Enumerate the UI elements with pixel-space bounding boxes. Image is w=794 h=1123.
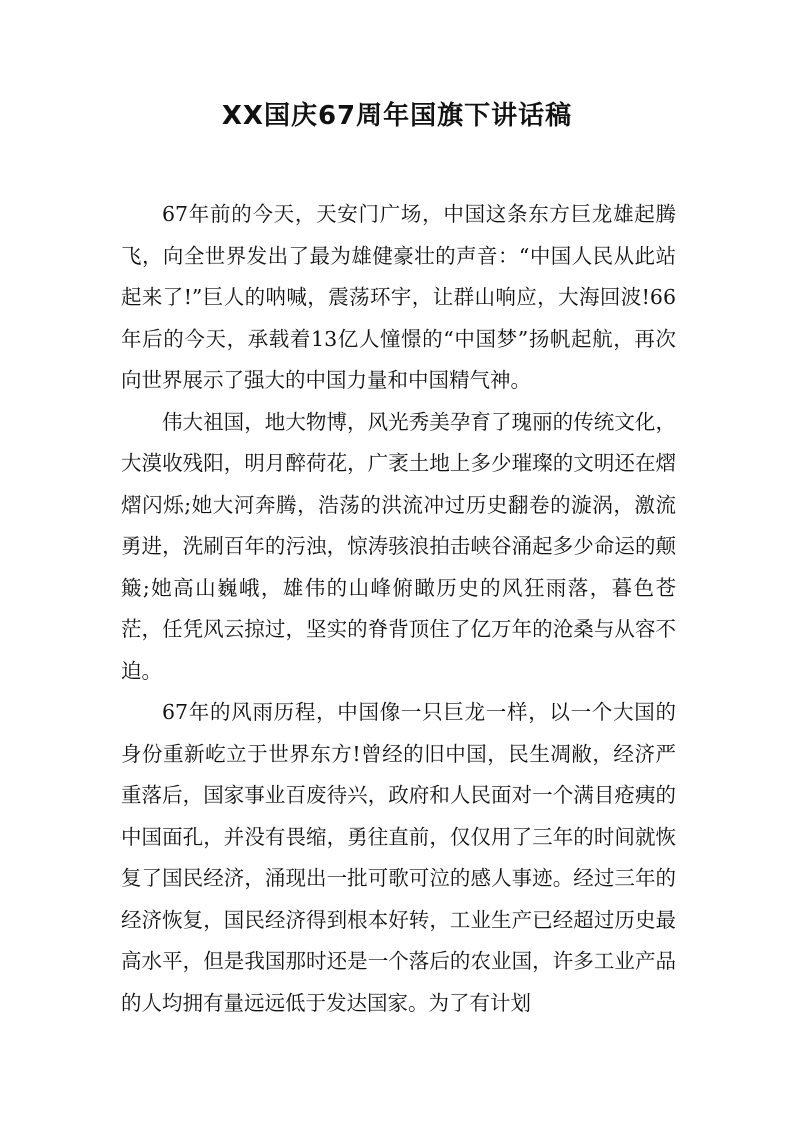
document-title: XX国庆67周年国旗下讲话稿 xyxy=(221,101,573,131)
paragraph-2: 伟大祖国，地大物博，风光秀美孕育了瑰丽的传统文化，大漠收残阳，明月醉荷花，广袤土地上多少璀璨的文明还在熠熠闪烁;她大河奔腾，浩荡的洪流冲过历史翻卷的漩涡，激流勇进，洗刷百年的污浊，惊涛骇浪拍击峡谷涌起多少命运的颠簸;她高山巍峨，雄伟的山峰俯瞰历史的风狂雨落，暮色苍茫，任凭风云掠过，坚实的脊背顶住了亿万年的沧桑与从容不迫。 xyxy=(121,409,676,683)
paragraph-3: 67年的风雨历程，中国像一只巨龙一样，以一个大国的身份重新屹立于世界东方!曾经的旧中国，民生凋敝，经济严重落后，国家事业百废待兴，政府和人民面对一个满目疮痍的中国面孔，并没有畏缩，勇往直前，仅仅用了三年的时间就恢复了国民经济，涌现出一批可歌可泣的感人事迹。经过三年的经济恢复，国民经济得到根本好转，工业生产已经超过历史最高水平，但是我国那时还是一个落后的农业国，许多工业产品的人均拥有量远远低于发达国家。为了有计划 xyxy=(121,700,676,1015)
paragraph-1: 67年前的今天，天安门广场，中国这条东方巨龙雄起腾飞，向全世界发出了最为雄健豪壮的声音：“中国人民从此站起来了!”巨人的呐喊，震荡环宇，让群山响应，大海回波!66年后的今天，承载着13亿人憧憬的“中国梦”扬帆起航，再次向世界展示了强大的中国力量和中国精气神。 xyxy=(121,202,676,392)
document-body xyxy=(121,194,676,1024)
